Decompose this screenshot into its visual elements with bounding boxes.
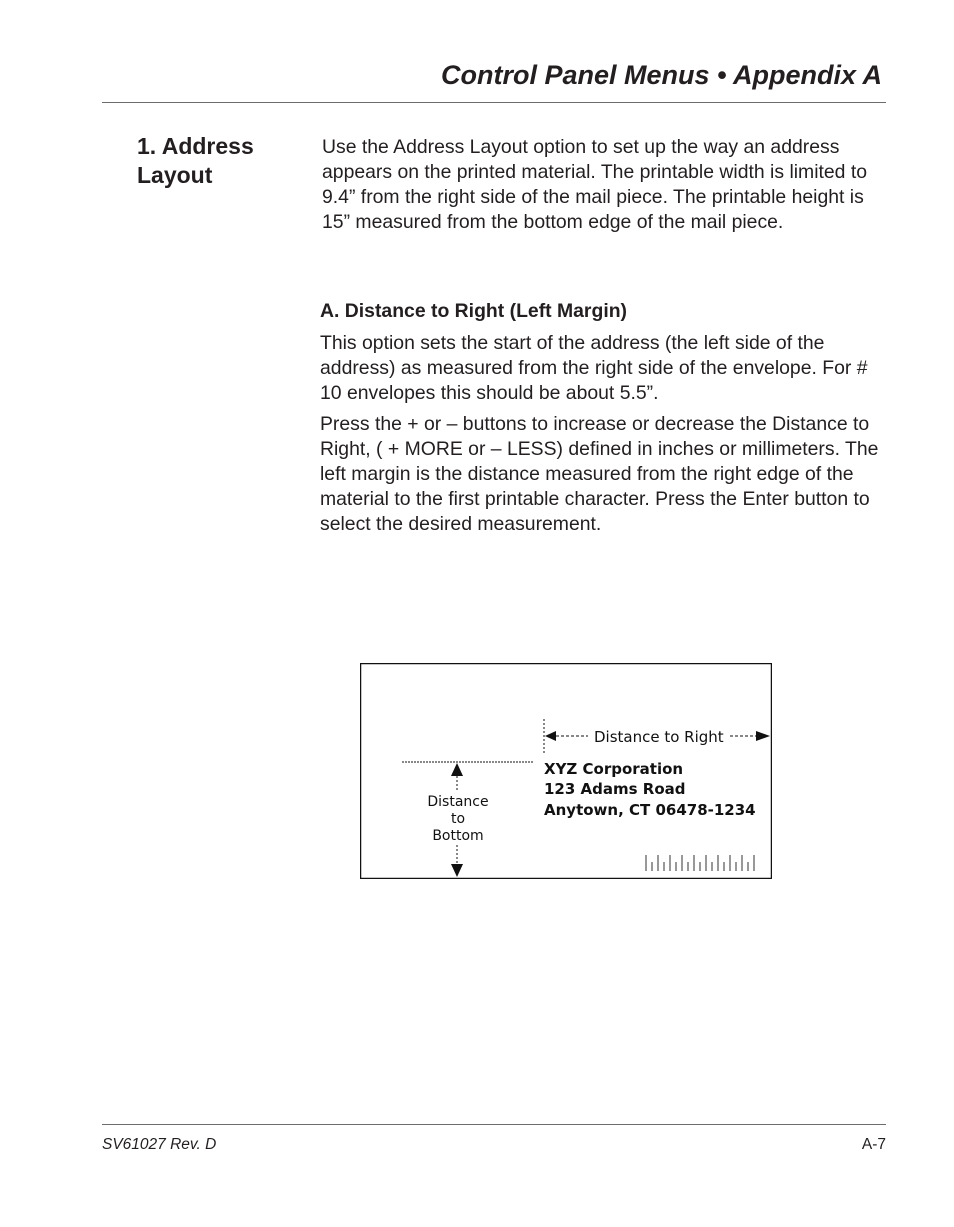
distance-bottom-label-line1: Distance: [427, 794, 489, 810]
subsection-heading: A. Distance to Right (Left Margin): [320, 300, 628, 322]
distance-right-label: Distance to Right: [594, 728, 724, 746]
subsection-paragraph-1: This option sets the start of the address (the left side of the address) as measured from the right side of the envelope. For # 10 envelopes this should be about 5.5”.: [320, 332, 868, 404]
address-line-3: Anytown, CT 06478-1234: [544, 801, 756, 819]
distance-bottom-label-line2: to: [450, 811, 466, 827]
footer-document-id: SV61027 Rev. D: [102, 1136, 217, 1153]
address-line-2: 123 Adams Road: [544, 780, 686, 798]
subsection-paragraph-2: Press the + or – buttons to increase or decrease the Distance to Right, ( + MORE or – LESS) defined in inches or millimeters. The left margin is the distance measured from the right edge of the material to the first printable character. Press the Enter button to select the desired measurement.: [320, 413, 879, 535]
address-line-1: XYZ Corporation: [544, 760, 684, 778]
header-rule: [102, 102, 886, 103]
section-intro: Use the Address Layout option to set up the way an address appears on the printed material. The printable width is limited to 9.4” from the right side of the mail piece. The printable height is 15” measured from the bottom edge of the mail piece.: [322, 136, 868, 233]
footer-page-number: A-7: [861, 1136, 886, 1153]
distance-bottom-label-line3: Bottom: [432, 828, 484, 844]
section-heading: 1. Address Layout: [137, 133, 254, 188]
envelope-diagram: [360, 663, 772, 879]
footer-rule: [102, 1124, 886, 1125]
page-header-title: Control Panel Menus • Appendix A: [441, 60, 882, 90]
envelope-figure: [360, 663, 772, 879]
